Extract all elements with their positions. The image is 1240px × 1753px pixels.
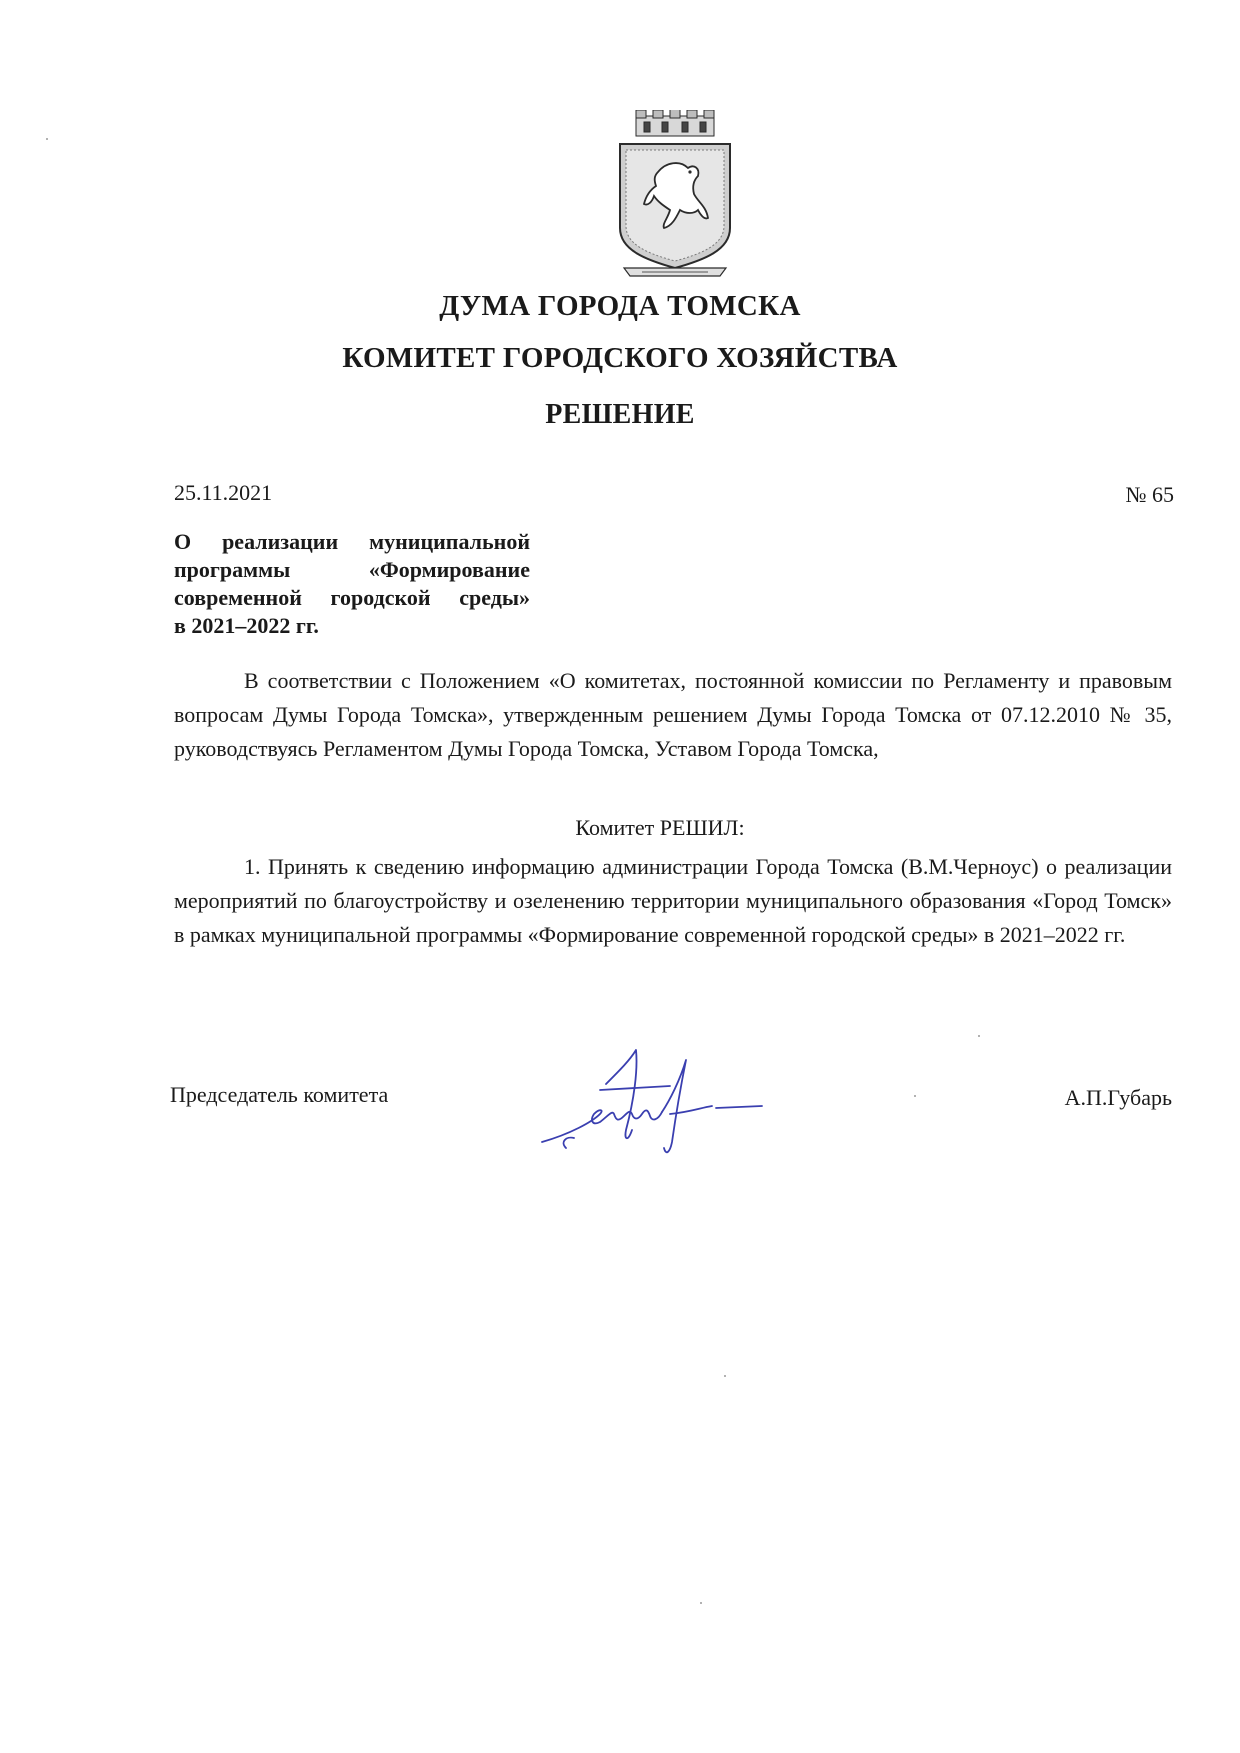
subject-line: О реализации муниципальной xyxy=(174,529,530,554)
subject-line: современной городской среды» xyxy=(174,585,530,610)
signatory-name: А.П.Губарь xyxy=(1064,1085,1172,1110)
handwritten-signature-icon xyxy=(530,1030,810,1160)
document-number: № 65 xyxy=(1125,482,1174,507)
scan-speck xyxy=(978,1035,980,1037)
tomsk-coat-of-arms-icon xyxy=(614,110,736,282)
scan-speck xyxy=(914,1095,916,1097)
scan-speck xyxy=(700,1602,702,1604)
subject-line: программы «Формирование xyxy=(174,557,530,582)
document-date: 25.11.2021 xyxy=(174,480,273,505)
signatory-title: Председатель комитета xyxy=(170,1082,389,1107)
scan-speck xyxy=(46,138,48,140)
organization-title: ДУМА ГОРОДА ТОМСКА xyxy=(439,290,801,322)
preamble-paragraph: В соответствии с Положением «О комитетах, постоянной комиссии по Регламенту и правовым вопросам Думы Города Томска», утвержденным решением Думы Города Томска от 07.12.2010 № 35, руководствуясь Регламентом Думы Города Томска, Уставом Города Томска, xyxy=(174,668,1172,761)
resolution-item-1: 1. Принять к сведению информацию администрации Города Томска (В.М.Черноус) о реализации мероприятий по благоустройству и озеленению территории муниципального образования «Город Томск» в рамках муниципальной программы «Формирование современной городской среды» в 2021–2022 гг. xyxy=(174,854,1172,947)
subject-line: в 2021–2022 гг. xyxy=(174,613,319,638)
document-type-title: РЕШЕНИЕ xyxy=(545,399,695,430)
resolved-heading: Комитет РЕШИЛ: xyxy=(575,815,745,840)
document-subject xyxy=(174,528,530,640)
scan-speck xyxy=(724,1375,726,1377)
committee-title: КОМИТЕТ ГОРОДСКОГО ХОЗЯЙСТВА xyxy=(342,342,898,374)
